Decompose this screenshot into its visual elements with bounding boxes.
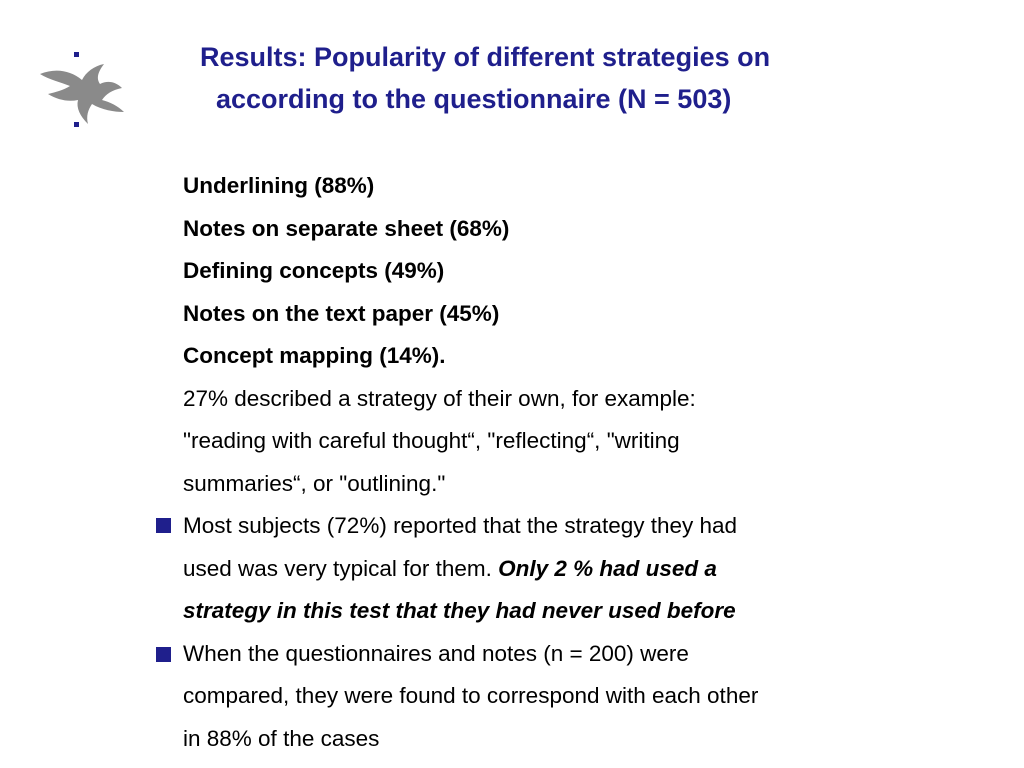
bullet-1-plain-text: used was very typical for them. <box>183 555 499 581</box>
strategy-item: Notes on the text paper (45%) <box>183 300 500 326</box>
slide-title <box>150 36 990 120</box>
title-line-2: according to the questionnaire (N = 503) <box>216 84 732 114</box>
own-strategy-text: summaries“, or "outlining." <box>183 470 446 496</box>
bullet-1-emphasis: strategy in this test that they had never used before <box>183 598 736 623</box>
bullet-2-line: compared, they were found to correspond with each other <box>183 683 759 708</box>
strategy-item: Underlining (88%) <box>183 173 375 198</box>
bullet-square-icon <box>156 647 171 662</box>
bullet-1-line-2 <box>183 548 943 591</box>
university-logo <box>30 40 130 140</box>
bullet-square-icon <box>156 518 171 533</box>
bullet-2-line: in 88% of the cases <box>183 725 380 751</box>
strategy-item: Concept mapping (14%). <box>183 343 446 368</box>
bullet-2-line: When the questionnaires and notes (n = 200) were <box>183 640 689 666</box>
own-strategy-text: "reading with careful thought“, "reflecting“, "writing <box>183 428 680 453</box>
flame-emblem-icon <box>30 40 130 140</box>
slide-body <box>183 165 943 760</box>
title-line-1: Results: Popularity of different strategies on <box>200 42 771 72</box>
own-strategy-text: 27% described a strategy of their own, for example: <box>183 385 696 411</box>
strategy-item: Notes on separate sheet (68%) <box>183 215 510 241</box>
bullet-1-emphasis: Only 2 % had used a <box>498 555 717 581</box>
bullet-1-line-1: Most subjects (72%) reported that the strategy they had <box>183 513 738 538</box>
strategy-item: Defining concepts (49%) <box>183 258 445 283</box>
